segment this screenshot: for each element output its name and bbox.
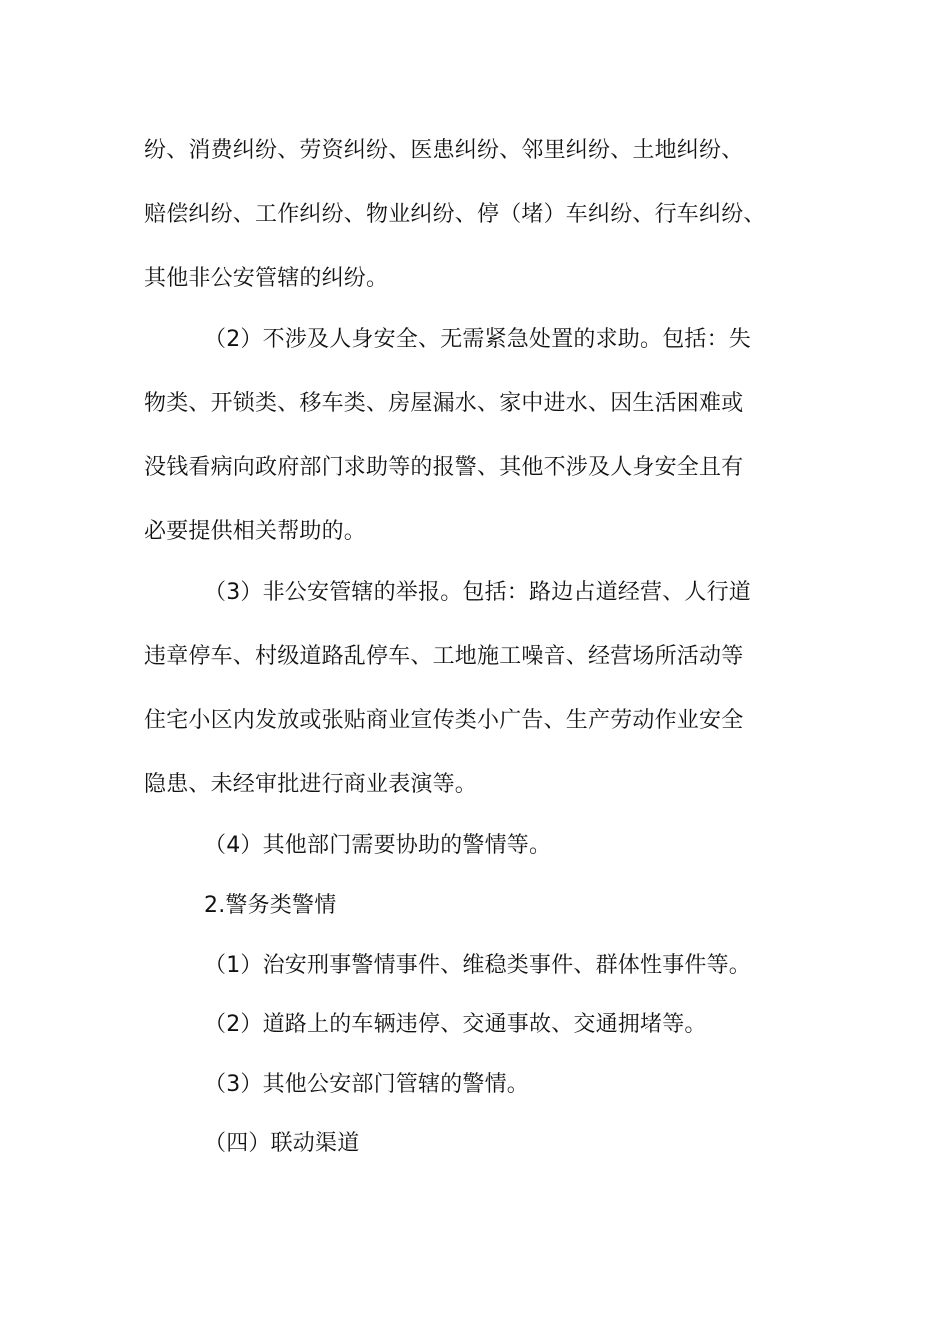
- police-item-1: （1）治安刑事警情事件、维稳类事件、群体性事件等。: [204, 953, 751, 978]
- body-text-line: 违章停车、村级道路乱停车、工地施工噪音、经营场所活动等: [144, 644, 744, 669]
- body-text-line: 隐患、未经审批进行商业表演等。: [144, 772, 478, 797]
- paragraph-2-start: （2）不涉及人身安全、无需紧急处置的求助。包括：失: [204, 327, 751, 352]
- body-text-line: 赔偿纠纷、工作纠纷、物业纠纷、停（堵）车纠纷、行车纠纷、: [144, 202, 766, 227]
- body-text-line: 纷、消费纠纷、劳资纠纷、医患纠纷、邻里纠纷、土地纠纷、: [144, 138, 744, 163]
- section-heading-2: 2.警务类警情: [204, 893, 337, 918]
- paragraph-3-start: （3）非公安管辖的举报。包括：路边占道经营、人行道: [204, 580, 751, 605]
- body-text-line: 没钱看病向政府部门求助等的报警、其他不涉及人身安全且有: [144, 455, 744, 480]
- section-heading-4: （四）联动渠道: [204, 1131, 360, 1156]
- police-item-3: （3）其他公安部门管辖的警情。: [204, 1072, 529, 1097]
- body-text-line: 其他非公安管辖的纠纷。: [144, 266, 389, 291]
- paragraph-4: （4）其他部门需要协助的警情等。: [204, 833, 552, 858]
- police-item-2: （2）道路上的车辆违停、交通事故、交通拥堵等。: [204, 1012, 707, 1037]
- body-text-line: 住宅小区内发放或张贴商业宣传类小广告、生产劳动作业安全: [144, 708, 744, 733]
- body-text-line: 物类、开锁类、移车类、房屋漏水、家中进水、因生活困难或: [144, 391, 744, 416]
- body-text-line: 必要提供相关帮助的。: [144, 519, 367, 544]
